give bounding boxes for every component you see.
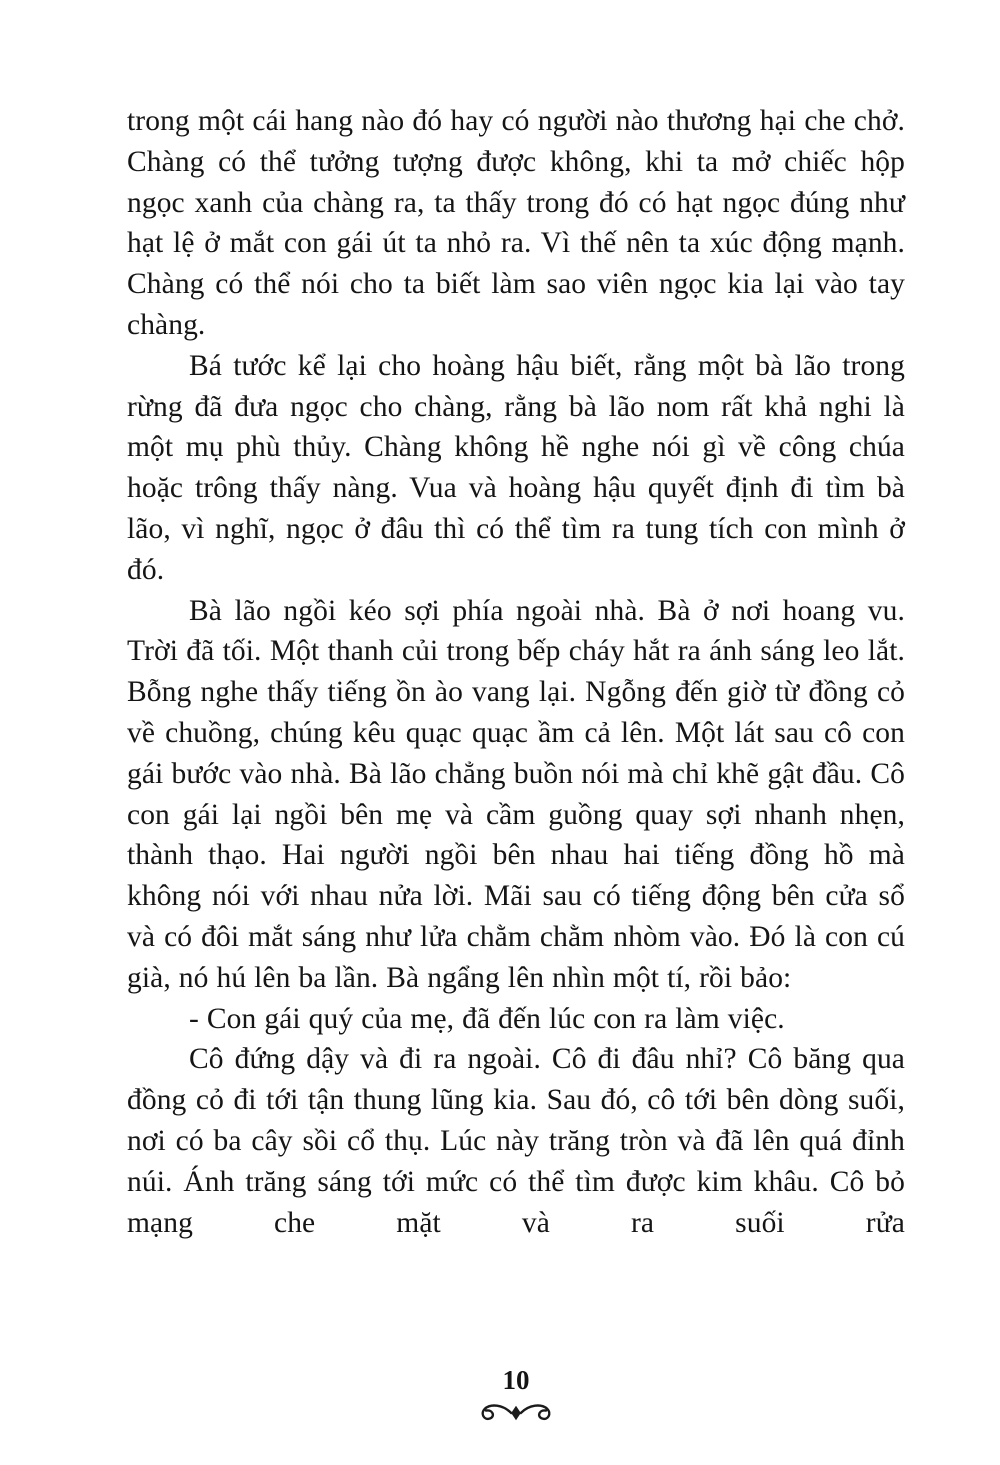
body-text	[127, 101, 905, 1243]
paragraph: Cô đứng dậy và đi ra ngoài. Cô đi đâu nhỉ? Cô băng qua đồng cỏ đi tới tận thung lũng kia. Sau đó, cô tới bên dòng suối, nơi có ba cây sồi cổ thụ. Lúc này trăng tròn và đã lên quá đỉnh núi. Ánh trăng sáng tới mức có thể tìm được kim khâu. Cô bỏ mạng che mặt và ra suối rửa	[127, 1043, 905, 1239]
page-footer	[127, 1365, 905, 1431]
page-number: 10	[502, 1365, 530, 1395]
paragraph: Bà lão ngồi kéo sợi phía ngoài nhà. Bà ở nơi hoang vu. Trời đã tối. Một thanh củi trong bếp cháy hắt ra ánh sáng leo lắt. Bỗng nghe thấy tiếng ồn ào vang lại. Ngỗng đến giờ từ đồng cỏ về chuồng, chúng kêu quạc quạc ầm cả lên. Một lát sau cô con gái bước vào nhà. Bà lão chẳng buồn nói mà chỉ khẽ gật đầu. Cô con gái lại ngồi bên mẹ và cầm guồng quay sợi nhanh nhẹn, thành thạo. Hai người ngồi bên nhau hai tiếng đồng hồ mà không nói với nhau nửa lời. Mãi sau có tiếng động bên cửa sổ và có đôi mắt sáng như lửa chằm chằm nhòm vào. Đó là con cú già, nó hú lên ba lần. Bà ngẩng lên nhìn một tí, rồi bảo:	[127, 594, 905, 994]
paragraph-dialogue: - Con gái quý của mẹ, đã đến lúc con ra làm việc.	[189, 1002, 785, 1035]
paragraph: Bá tước kể lại cho hoàng hậu biết, rằng một bà lão trong rừng đã đưa ngọc cho chàng, rằng bà lão nom rất khả nghi là một mụ phù thủy. Chàng không hề nghe nói gì về công chúa hoặc trông thấy nàng. Vua và hoàng hậu quyết định đi tìm bà lão, vì nghĩ, ngọc ở đâu thì có thể tìm ra tung tích con mình ở đó.	[127, 349, 905, 586]
scroll-flourish-icon	[474, 1400, 558, 1426]
paragraph-continuation: trong một cái hang nào đó hay có người nào thương hại che chở. Chàng có thể tưởng tượng được không, khi ta mở chiếc hộp ngọc xanh của chàng ra, ta thấy trong đó có hạt ngọc đúng như hạt lệ ở mắt con gái út ta nhỏ ra. Vì thế nên ta xúc động mạnh. Chàng có thể nói cho ta biết làm sao viên ngọc kia lại vào tay chàng.	[127, 105, 905, 341]
